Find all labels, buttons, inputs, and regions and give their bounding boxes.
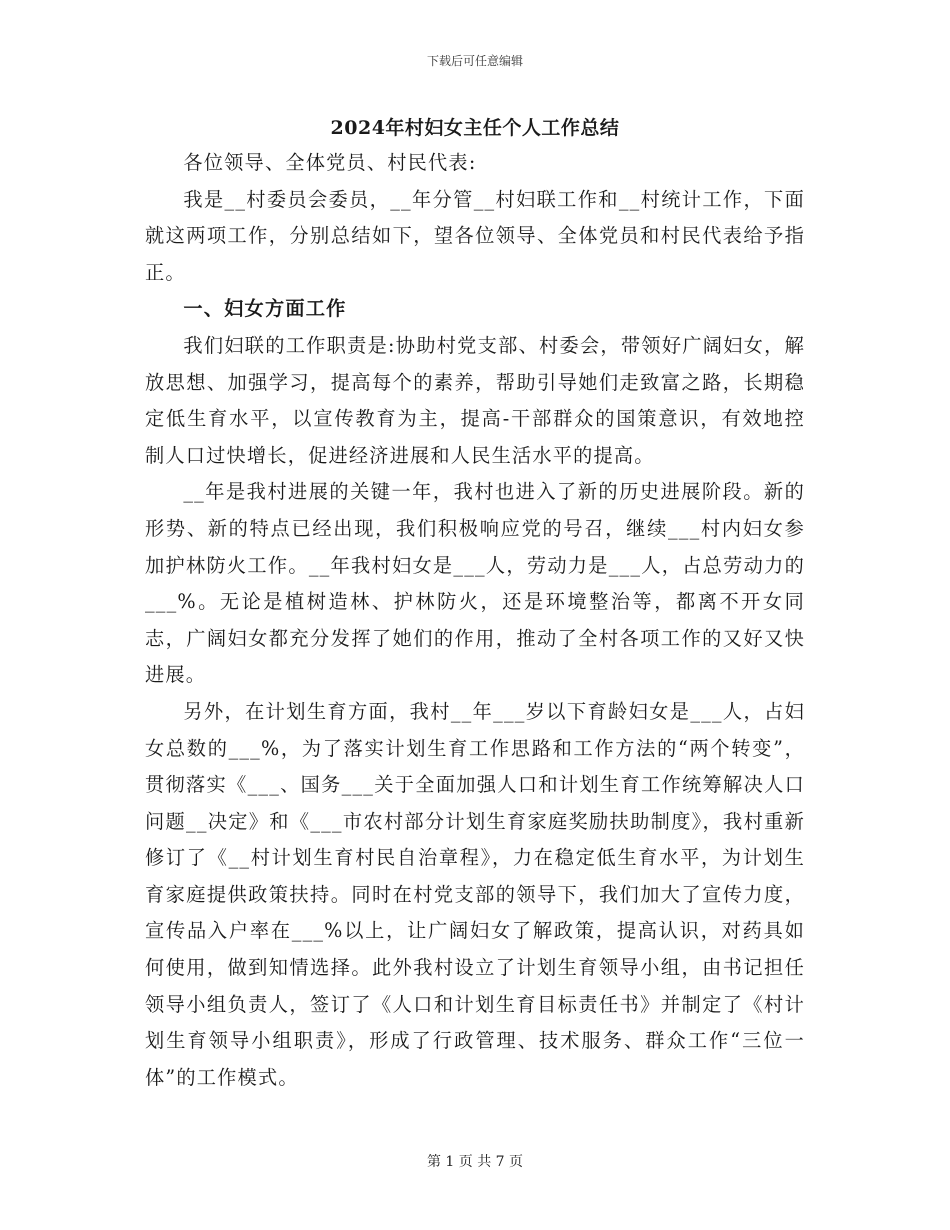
page-indicator: 第 1 页 共 7 页 [426, 1154, 524, 1170]
header-note: 下载后可任意编辑 [426, 54, 523, 68]
progress-paragraph: __年是我村进展的关键一年，我村也进入了新的历史进展阶段。新的形势、新的特点已经出现，我们积极响应党的号召，继续___村内妇女参加护林防火工作。__年我村妇女是___人，劳动力是___人，占总劳动力的___%。无论是植树造林、护林防火，还是环境整治等，都离不开女同志，广阔妇女都充分发挥了她们的作用，推动了全村各项工作的又好又快进展。 [145, 480, 805, 687]
document-body [145, 145, 805, 1096]
document-title: 2024年村妇女主任个人工作总结 [330, 117, 620, 139]
section-heading: 一、妇女方面工作 [183, 297, 347, 321]
intro-paragraph: 我是__村委员会委员，__年分管__村妇联工作和__村统计工作，下面就这两项工作，分别总结如下，望各位领导、全体党员和村民代表给予指正。 [145, 187, 805, 284]
salutation-paragraph: 各位领导、全体党员、村民代表: [183, 151, 477, 174]
duties-paragraph: 我们妇联的工作职责是:协助村党支部、村委会，带领好广阔妇女，解放思想、加强学习，提高每个的素养，帮助引导她们走致富之路，长期稳定低生育水平，以宣传教育为主，提高-干部群众的国策意识，有效地控制人口过快增长，促进经济进展和人民生活水平的提高。 [145, 333, 805, 467]
family-planning-paragraph: 另外，在计划生育方面，我村__年___岁以下育龄妇女是___人，占妇女总数的___%，为了落实计划生育工作思路和工作方法的“两个转变”，贯彻落实《___、国务___关于全面加强人口和计划生育工作统筹解决人口问题__决定》和《___市农村部分计划生育家庭奖励扶助制度》，我村重新修订了《__村计划生育村民自治章程》，力在稳定低生育水平，为计划生育家庭提供政策扶持。同时在村党支部的领导下，我们加大了宣传力度，宣传品入户率在___%以上，让广阔妇女了解政策，提高认识，对药具如何使用，做到知情选择。此外我村设立了计划生育领导小组，由书记担任领导小组负责人，签订了《人口和计划生育目标责任书》并制定了《村计划生育领导小组职责》，形成了行政管理、技术服务、群众工作“三位一体”的工作模式。 [145, 699, 805, 1089]
